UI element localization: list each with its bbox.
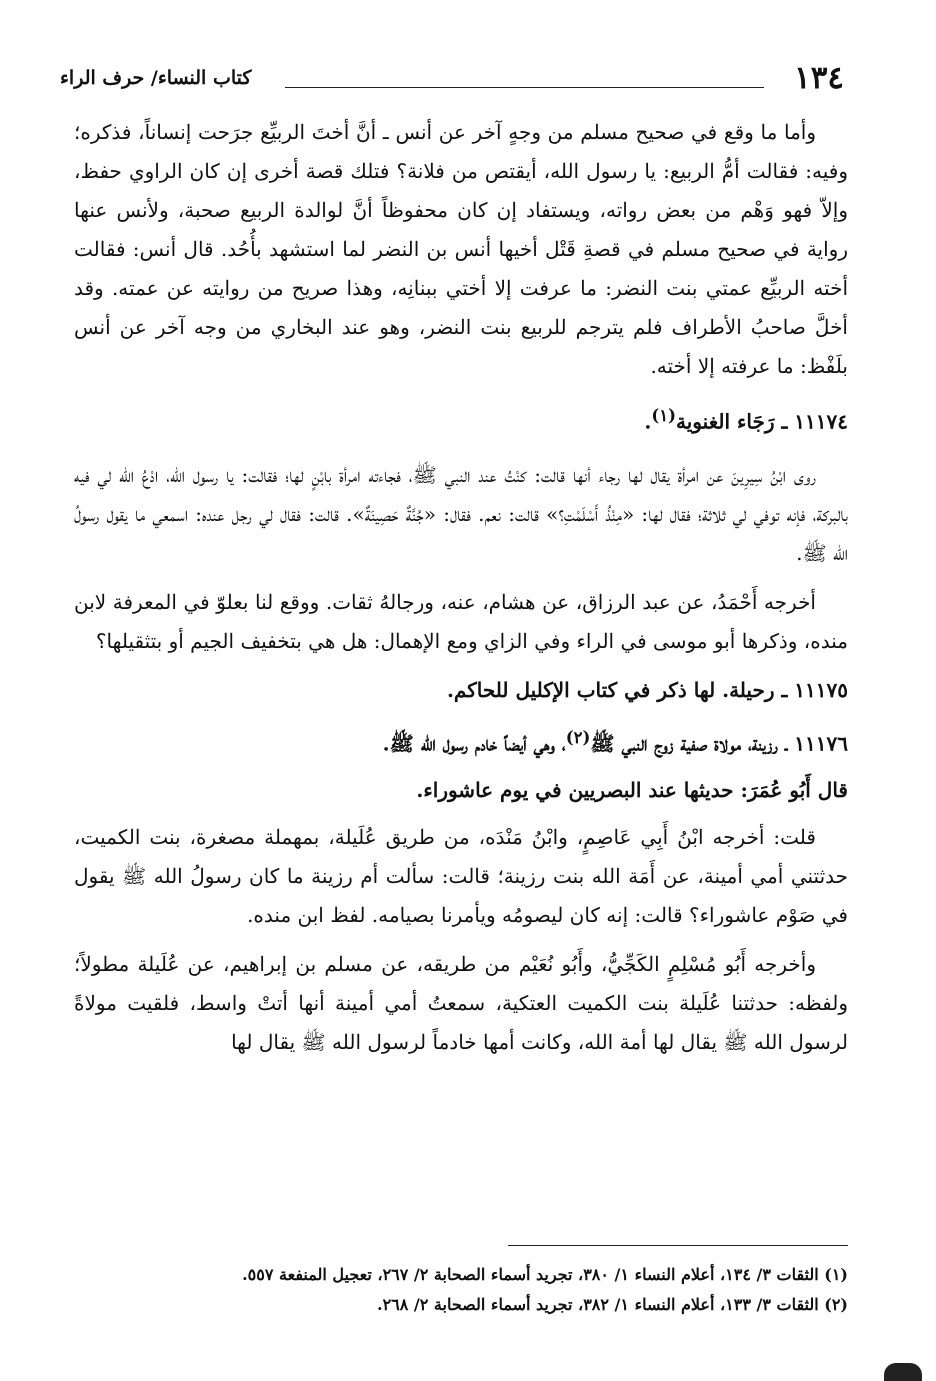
entry-title: ١١١٧٤ ـ رَجَاء الغنوية (676, 409, 848, 434)
footnotes (74, 1260, 848, 1320)
page-number: ١٣٤ (794, 60, 844, 96)
footnote-ref-1: (١) (651, 405, 677, 425)
entry-text-rest: ، وهي أيضاً خادم رسول الله ﷺ. (382, 731, 566, 756)
entry-11176 (74, 718, 848, 764)
entry-11174-heading: ١١١٧٤ ـ رَجَاء الغنوية$^{(١)}$. (644, 405, 848, 434)
paragraph-rubayyi: وأما ما وقع في صحيح مسلم من وجهٍ آخر عن أنس ـ أنَّ أختَ الربيِّع جرَحت إنساناً، فذكره؛ وفيه: فقالت أمُّ الربيع: يا رسول الله، أيقتص من فلانة؟ فتلك قصة أخرى إن كان الراوي حفظ، وإلاّ فهو وَهْم من بعض رواته، ويستفاد إن كان محفوظاً أنَّ لوالدة الربيع صحبة، ولأنس عنها رواية في صحيح مسلم في قصةِ قَتْل أخيها أنس بن النضر لما استشهد بأُحُد. قال أنس: فقالت أخته الربيِّع عمتي بنت النضر: ما عرفت إلا أختي ببنانِه، وهذا صريح من روايته عن عمته. وقد أخلَّ صاحبُ الأطراف فلم يترجم للربيع بنت النضر، وهو عند البخاري من وجه آخر عن أنس بلَفْظ: ما عرفته إلا أخته. (74, 120, 848, 378)
footnote-ref-2: (٢) (565, 726, 591, 747)
paragraph-raja-hadith: روى ابْنُ سِيرِينَ عن امرأة يقال لها رجاء أنها قالت: كنْتُ عند النبي ﷺ، فجاءته امرأة بابْنٍ لها؛ فقالت: يا رسول الله، ادْعُ الله لي فيه بالبركة، فإنه توفي لي ثلاثة؛ فقال لها: «مِنْذُ أَسْلَمْتِ؟» قالت: نعم. فقال: «جُنَّةٌ حَصِينَةٌ». قالت: فقال لي رجل عنده: اسمعي ما يقول رسولُ الله ﷺ. (74, 462, 848, 565)
main-text (74, 113, 848, 1072)
paragraph-qultu: قلت: أخرجه ابْنُ أَبِي عَاصِمٍ، وابْنُ مَنْدَه، من طريق عُلَيلة، بمهملة مصغرة، بنت الكميت، حدثتني أمي أمينة، عن أَمَة الله بنت رزينة؛ قالت: سألت أم رزينة ما كان رسولُ الله ﷺ يقول في صَوْم عاشوراء؟ قالت: إنه كان ليصومُه ويأمرنا بصيامه. لفظ ابن منده. (74, 825, 848, 928)
paragraph-kajji: وأخرجه أَبُو مُسْلِمٍ الكَجِّيُّ، وأَبُو نُعَيْم من طريقه، عن مسلم بن إبراهيم، عن عُلَيلة مطولاً؛ ولفظه: حدثتنا عُلَيلة بنت الكميت العتكية، سمعتُ أمي أمينة أنها أتتْ واسط، فلقيت مولاةً لرسول الله ﷺ يقال لها أمة الله، وكانت أمها خادماً لرسول الله ﷺ يقال لها (74, 952, 848, 1055)
footnote-1: (١) الثقات ٣/ ١٣٤، أعلام النساء ١/ ٣٨٠، تجريد أسماء الصحابة ٢/ ٢٦٧، تعجيل المنفعة ٥٥٧. (242, 1265, 848, 1284)
page-header (60, 58, 844, 98)
footnote-2: (٢) الثقات ٣/ ١٣٣، أعلام النساء ١/ ٣٨٢، تجريد أسماء الصحابة ٢/ ٢٦٨. (376, 1295, 848, 1314)
header-rule (285, 87, 764, 88)
paragraph-raja-takhrij: أخرجه أَحْمَدُ، عن عبد الرزاق، عن هشام، عنه، ورجالهُ ثقات. ووقع لنا بعلوّ في المعرفة لابن منده، وذكرها أبو موسى في الراء وفي الزاي ومع الإهمال: هل هي بتخفيف الجيم أو بتثقيلها؟ (74, 589, 848, 653)
scan-edge-mark (884, 1363, 922, 1381)
paragraph-abu-umar: قال أَبُو عُمَرَ: حديثها عند البصريين في يوم عاشوراء. (416, 778, 848, 803)
running-head: كتاب النساء/ حرف الراء (60, 60, 257, 96)
entry-text: ١١١٧٦ ـ رزينة، مولاة صفية زوج النبي ﷺ (590, 731, 848, 756)
footnote-rule (508, 1245, 848, 1246)
entry-11175: ١١١٧٥ ـ رحيلة. لها ذكر في كتاب الإكليل للحاكم. (446, 677, 848, 702)
